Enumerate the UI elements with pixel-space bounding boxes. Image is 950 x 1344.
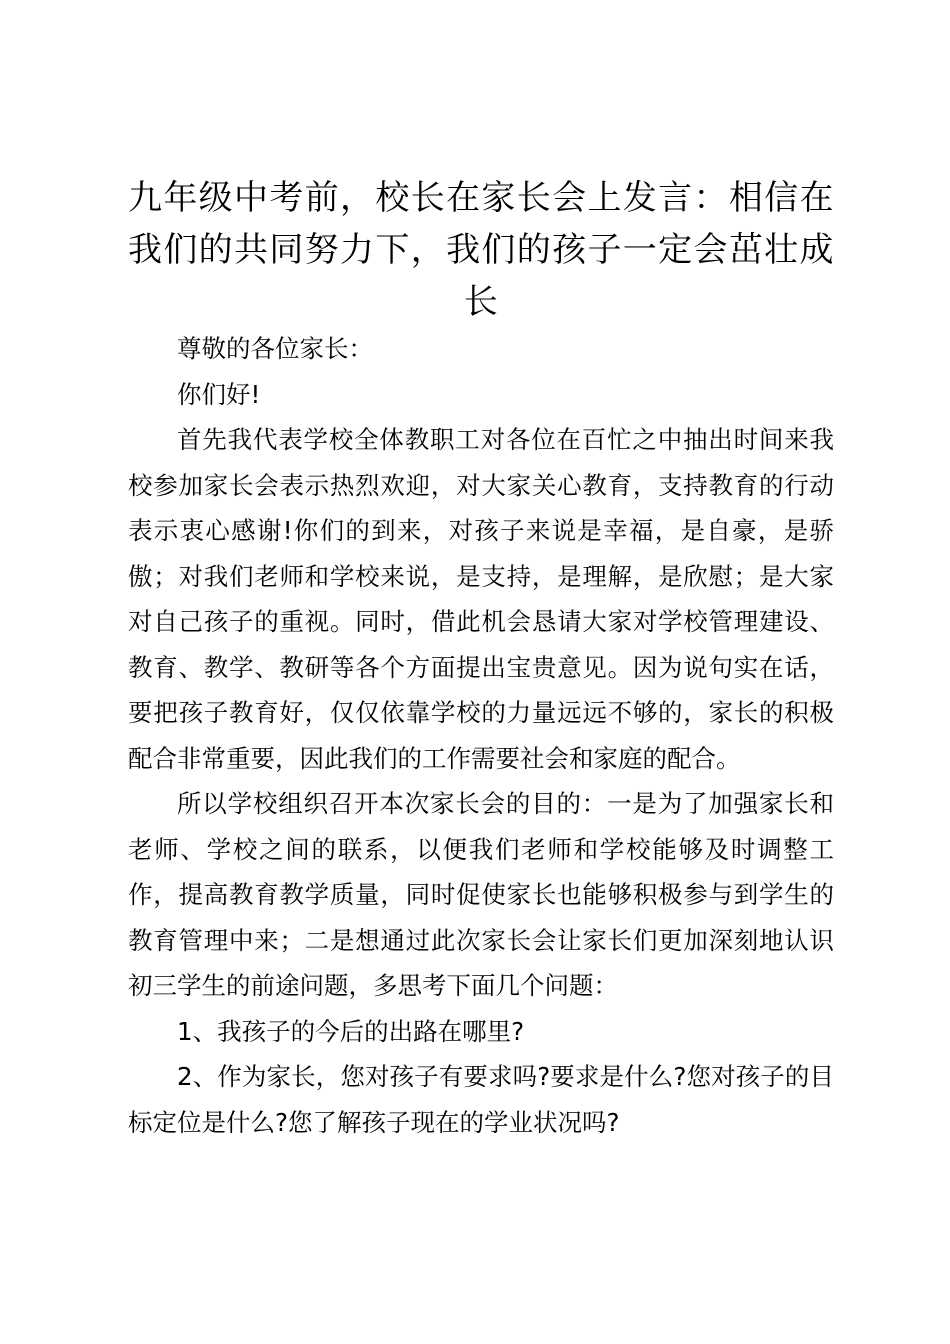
question-1: 1、我孩子的今后的出路在哪里? [177,1016,525,1046]
paragraph-purpose: 所以学校组织召开本次家长会的目的：一是为了加强家长和老师、学校之间的联系，以便我们老师和学校能够及时调整工作，提高教育教学质量，同时促使家长也能够积极参与到学生的教育管理中来；二是想通过此次家长会让家长们更加深刻地认识初三学生的前途问题，多思考下面几个问题： [128,789,834,1000]
paragraph-welcome: 首先我代表学校全体教职工对各位在百忙之中抽出时间来我校参加家长会表示热烈欢迎，对大家关心教育，支持教育的行动表示衷心感谢!你们的到来，对孩子来说是幸福，是自豪，是骄傲；对我们老师和学校来说，是支持，是理解，是欣慰；是大家对自己孩子的重视。同时，借此机会恳请大家对学校管理建设、教育、教学、教研等各个方面提出宝贵意见。因为说句实在话，要把孩子教育好，仅仅依靠学校的力量远远不够的，家长的积极配合非常重要，因此我们的工作需要社会和家庭的配合。 [128,425,834,773]
document-body [128,326,834,1145]
document-title: 九年级中考前，校长在家长会上发言：相信在我们的共同努力下，我们的孩子一定会茁壮成长 [128,178,834,322]
greeting: 你们好! [177,379,261,409]
question-2: 2、作为家长，您对孩子有要求吗?要求是什么?您对孩子的目标定位是什么?您了解孩子现在的学业状况吗? [128,1062,834,1137]
salutation: 尊敬的各位家长： [177,334,373,363]
